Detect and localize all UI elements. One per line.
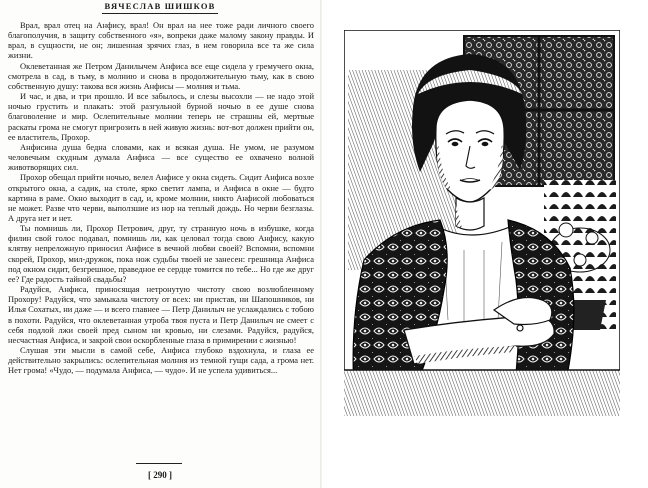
running-head: ВЯЧЕСЛАВ ШИШКОВ (104, 1, 216, 11)
paragraph-5: Прохор обещал прийти ночью, велел Анфисе у окна сидеть. Сидит Анфиса возле открытого окна, а садик, на столе, ярко светит лампа, и Анфиса в окне — будто картина в раме. Окно выходит в сад, и, кроме молнии, никто Анфисой любоваться не может. Разве что черви, выползшие из нор на теплый дождь. Но черви безглазы. А друга нет и нет. (8, 172, 314, 223)
page-number: [ 290 ] (148, 470, 172, 480)
paragraph-4: Анфисина душа бедна словами, как и всякая душа. Не умом, не разумом человечьим скудным думала Анфиса — все существо ее охвачено волной животворящих сил. (8, 141, 314, 173)
paragraph-6: Ты помнишь ли, Прохор Петрович, друг, ту странную ночь в избушке, когда филин свой голос подавал, помнишь ли, как целовал тогда свою Анфису, какую клятву непреложную приносил Анфисе в вечной любви своей? Вспомни, вспомни скорей, Прохор, мил-дружок, пока нож судьбы твоей не занесен: грешница Анфиса под окном сидит, безгрешное, праведное ее сердце томится по тебе... Но где же друг ее? Где радость тайной свадьбы? (8, 223, 314, 284)
paragraph-1: Врал, врал отец на Анфису, врал! Он врал на нее тоже ради личного своего благополучия, в защиту собственного «я», вопреки даже малому закону правды. И врал, в сущности, не он; лишенная зрячих глаз, в нем говорила все та же сила жизни. (8, 20, 314, 61)
woman-portrait-engraving (344, 30, 620, 416)
paragraph-7: Радуйся, Анфиса, приносящая нетронутую чистоту свою возлюбленному Прохору! Радуйся, что замыкала чистоту от всех: ни пристав, ни Шапошников, ни Илья Сохатых, ни даже — и всего главнее — Петр Данилыч не услаждались с тобою в похоти. Радуйся, что оклеветанная утроба твоя пуста и Петр Данилыч не смеет с себя подлой лжи своей пред сыном ни кровью, ни слезами. Радуйся, радуйся, несчастная Анфиса, и закрой свои оскорбленные глаза в примирении с жизнью! (8, 284, 314, 345)
body-text (8, 20, 314, 375)
paragraph-2: Оклеветанная же Петром Данилычем Анфиса все еще сидела у гремучего окна, смотрела в сад, в тьму, в молнию и снова в продолжительную тьму, как в свою собственную душу: такова вся жизнь Анфисы — молния и тьма. (8, 60, 314, 91)
paragraph-3: И час, и два, и три прошло. И все забылось, и слезы высохли — не надо этой ночью грустить и плакать: этой разгульной бурной ночью в ее душе снова благоволение и мир. Ослепительные молнии теперь не страшны ей, мертвые раскаты грома не смогут пригрозить в ней живую жизнь: вот-вот должен прийти он, ее властитель, Прохор. (8, 91, 314, 142)
left-page (0, 0, 322, 488)
foot-rule (136, 463, 182, 464)
paragraph-8: Слушая эти мысли в самой себе, Анфиса глубоко вздохнула, и глаза ее действительно закрылись: ослепительная молния из темной гущи сада, а грома нет. Нет грома! «Чудо, — подумала Анфиса, — чудо». И не успела удивиться... (8, 345, 314, 376)
head-rule (102, 13, 218, 14)
